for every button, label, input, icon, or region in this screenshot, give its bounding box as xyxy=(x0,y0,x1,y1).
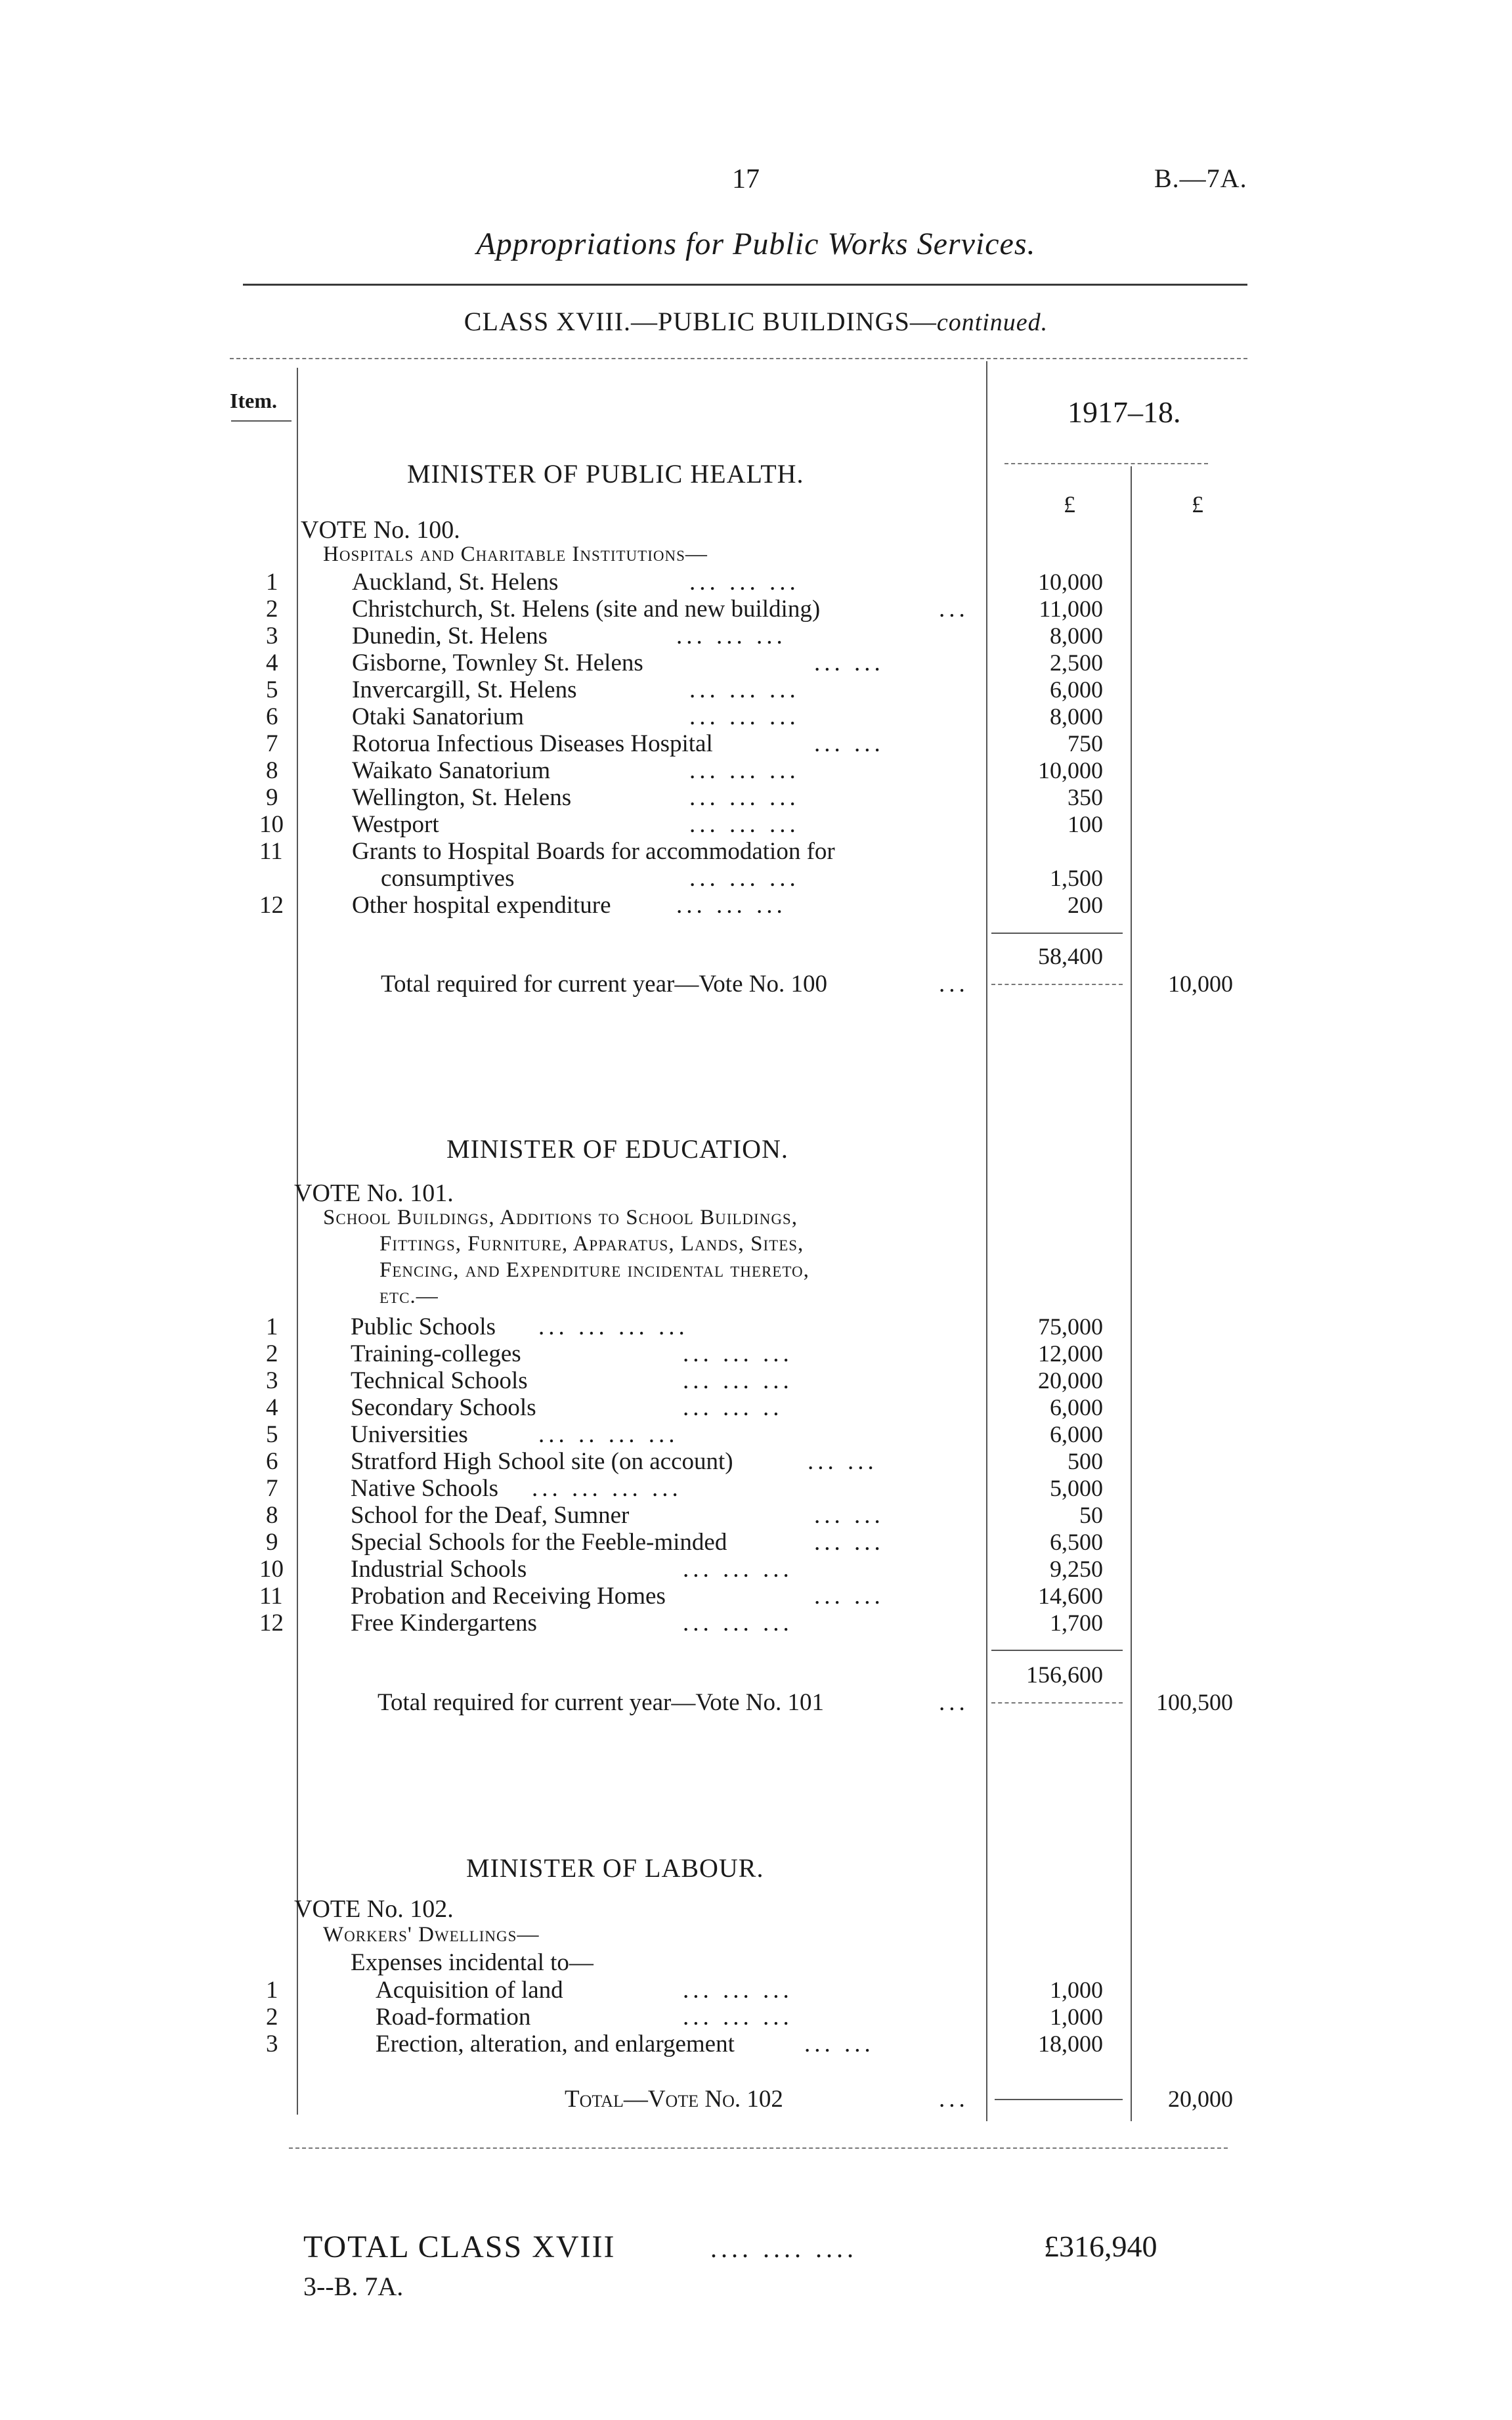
item-label: Otaki Sanatorium xyxy=(352,703,525,730)
item-label: Stratford High School site (on account) xyxy=(351,1448,733,1475)
vote-subtotal: 58,400 xyxy=(1038,943,1103,969)
item-label: Probation and Receiving Homes xyxy=(351,1583,666,1610)
item-label: Acquisition of land xyxy=(376,1977,563,2004)
section-end-rule xyxy=(289,2147,1228,2149)
item-amount: 20,000 xyxy=(1038,1367,1103,1394)
item-amount: 100 xyxy=(1068,811,1103,837)
item-number: 11 xyxy=(259,1583,283,1610)
leader-dots: ... xyxy=(939,971,969,998)
item-number: 11 xyxy=(259,838,283,865)
item-number: 2 xyxy=(266,1340,278,1367)
item-amount: 500 xyxy=(1068,1448,1103,1474)
leader-dots: ... ... xyxy=(814,1502,884,1529)
item-label: Native Schools xyxy=(351,1475,499,1502)
leader-dots: ... ... ... xyxy=(676,623,787,649)
item-number: 5 xyxy=(266,1421,278,1448)
item-amount: 1,000 xyxy=(1050,2004,1103,2030)
leader-dots: ... ... ... xyxy=(683,1977,793,2004)
item-number: 3 xyxy=(266,1367,278,1394)
item-label: Public Schools xyxy=(351,1313,496,1340)
item-number: 12 xyxy=(259,892,284,919)
item-amount: 10,000 xyxy=(1038,757,1103,783)
leader-dots: ... xyxy=(939,2086,969,2113)
currency-right-symbol: £ xyxy=(1192,491,1203,517)
item-number: 1 xyxy=(266,569,278,596)
item-label: Auckland, St. Helens xyxy=(352,569,559,596)
document-code: B.—7A. xyxy=(1154,164,1247,193)
leader-dots: ... ... ... xyxy=(676,892,787,919)
leader-dots: ... .. ... ... xyxy=(538,1421,679,1448)
grand-total-label: TOTAL CLASS XVIII xyxy=(303,2230,616,2264)
item-label: Westport xyxy=(352,811,439,838)
leader-dots: ... ... ... xyxy=(689,865,800,892)
vote-number: VOTE No. 100. xyxy=(301,516,460,544)
item-amount: 5,000 xyxy=(1050,1475,1103,1501)
leader-dots: ... ... xyxy=(814,730,884,757)
title-rule xyxy=(243,284,1247,286)
leader-dots: ... ... ... xyxy=(683,1556,793,1583)
item-number: 7 xyxy=(266,1475,278,1502)
vote-total-label: Total—Vote No. 102 xyxy=(565,2086,783,2113)
item-number: 12 xyxy=(259,1610,284,1637)
item-label: Special Schools for the Feeble-minded xyxy=(351,1529,727,1556)
item-amount: 1,700 xyxy=(1050,1610,1103,1636)
class-title-main: CLASS XVIII.—PUBLIC BUILDINGS— xyxy=(464,307,937,336)
section-minister-title: MINISTER OF LABOUR. xyxy=(466,1853,764,1883)
leader-dots: ... ... ... xyxy=(683,1340,793,1367)
class-rule xyxy=(230,358,1247,359)
vote-total: 20,000 xyxy=(1168,2086,1233,2112)
item-label: Other hospital expenditure xyxy=(352,892,611,919)
page-number: 17 xyxy=(732,164,760,194)
class-title xyxy=(0,309,1512,335)
footer-code: 3--B. 7A. xyxy=(303,2272,404,2301)
class-title-suffix: continued. xyxy=(936,309,1048,336)
item-label: Erection, alteration, and enlargement xyxy=(376,2031,735,2057)
item-amount: 750 xyxy=(1068,730,1103,757)
amount-column-divider-right xyxy=(1131,466,1132,2121)
item-label: Christchurch, St. Helens (site and new building) xyxy=(352,596,821,623)
leader-dots: ... xyxy=(939,596,969,623)
section-minister-title: MINISTER OF EDUCATION. xyxy=(446,1134,788,1164)
item-amount: 50 xyxy=(1079,1502,1103,1528)
leader-dots: ... ... ... xyxy=(689,676,800,703)
item-number: 8 xyxy=(266,1502,278,1529)
item-number: 2 xyxy=(266,596,278,623)
item-column-header: Item. xyxy=(230,389,277,412)
item-header-rule xyxy=(231,420,292,422)
item-number: 1 xyxy=(266,1313,278,1340)
total-rule xyxy=(991,1702,1123,1704)
vote-heading: Hospitals and Charitable Institutions— xyxy=(323,542,708,566)
item-amount: 1,500 xyxy=(1050,865,1103,891)
currency-left-symbol: £ xyxy=(1064,491,1075,517)
item-label: Dunedin, St. Helens xyxy=(352,623,548,649)
item-column-divider xyxy=(297,368,298,2115)
item-label: Free Kindergartens xyxy=(351,1610,537,1637)
vote-total-label: Total required for current year—Vote No. 100 xyxy=(381,971,827,998)
item-amount: 9,250 xyxy=(1050,1556,1103,1582)
section-minister-title: MINISTER OF PUBLIC HEALTH. xyxy=(407,459,804,489)
leader-dots: ... ... .. xyxy=(683,1394,783,1421)
vote-number: VOTE No. 102. xyxy=(294,1895,454,1923)
item-label: Invercargill, St. Helens xyxy=(352,676,577,703)
leader-dots: ... ... ... xyxy=(689,811,800,838)
item-number: 9 xyxy=(266,784,278,811)
item-label: School for the Deaf, Sumner xyxy=(351,1502,630,1529)
item-amount: 10,000 xyxy=(1038,569,1103,595)
leader-dots: ... ... ... xyxy=(689,703,800,730)
leader-dots: ... ... ... xyxy=(683,1367,793,1394)
item-number: 10 xyxy=(259,1556,284,1583)
year-column-header: 1917–18. xyxy=(1068,395,1181,429)
item-number: 10 xyxy=(259,811,284,838)
item-label: Technical Schools xyxy=(351,1367,528,1394)
vote-heading: Fittings, Furniture, Apparatus, Lands, Sites, xyxy=(379,1232,804,1256)
item-amount: 75,000 xyxy=(1038,1313,1103,1340)
item-number: 6 xyxy=(266,703,278,730)
item-number: 5 xyxy=(266,676,278,703)
total-rule xyxy=(995,2099,1123,2100)
item-amount: 2,500 xyxy=(1050,649,1103,676)
leader-dots: ... ... ... xyxy=(689,784,800,811)
subtotal-rule xyxy=(991,1650,1123,1651)
item-label: Rotorua Infectious Diseases Hospital xyxy=(352,730,713,757)
item-number: 9 xyxy=(266,1529,278,1556)
vote-total-label: Total required for current year—Vote No. 101 xyxy=(378,1689,824,1716)
item-label: Waikato Sanatorium xyxy=(352,757,551,784)
leader-dots: ... ... ... xyxy=(683,1610,793,1637)
grand-total-amount: £316,940 xyxy=(1044,2230,1157,2263)
leader-dots: ... ... ... xyxy=(689,569,800,596)
page-title: Appropriations for Public Works Services. xyxy=(476,227,1036,261)
item-amount: 6,000 xyxy=(1050,676,1103,703)
item-label: Gisborne, Townley St. Helens xyxy=(352,649,643,676)
vote-heading: School Buildings, Additions to School Buildings, xyxy=(323,1206,798,1229)
leader-dots: ... ... xyxy=(814,1583,884,1610)
item-amount: 6,000 xyxy=(1050,1394,1103,1420)
item-amount: 8,000 xyxy=(1050,703,1103,730)
item-label: Training-colleges xyxy=(351,1340,521,1367)
subtotal-rule xyxy=(991,933,1123,934)
item-number: 8 xyxy=(266,757,278,784)
item-amount: 8,000 xyxy=(1050,623,1103,649)
item-number: 6 xyxy=(266,1448,278,1475)
leader-dots: ... ... ... ... xyxy=(538,1313,689,1340)
item-label: Secondary Schools xyxy=(351,1394,536,1421)
item-amount: 6,500 xyxy=(1050,1529,1103,1555)
item-number: 1 xyxy=(266,1977,278,2004)
item-label: Universities xyxy=(351,1421,468,1448)
item-label: Wellington, St. Helens xyxy=(352,784,572,811)
leader-dots: .... .... .... xyxy=(710,2233,857,2263)
item-number: 3 xyxy=(266,2031,278,2057)
leader-dots: ... ... ... xyxy=(689,757,800,784)
year-header-rule xyxy=(1004,463,1208,464)
item-label: Grants to Hospital Boards for accommodation for xyxy=(352,838,835,865)
vote-total: 100,500 xyxy=(1156,1689,1233,1715)
vote-total: 10,000 xyxy=(1168,971,1233,997)
item-number: 3 xyxy=(266,623,278,649)
item-label-continued: consumptives xyxy=(381,865,515,892)
item-amount: 350 xyxy=(1068,784,1103,810)
amount-column-divider-left xyxy=(986,361,987,2121)
leader-dots: ... ... xyxy=(804,2031,875,2057)
leader-dots: ... xyxy=(939,1689,969,1716)
item-amount: 6,000 xyxy=(1050,1421,1103,1447)
item-amount: 11,000 xyxy=(1039,596,1103,622)
item-amount: 12,000 xyxy=(1038,1340,1103,1367)
leader-dots: ... ... ... ... xyxy=(532,1475,682,1502)
item-amount: 14,600 xyxy=(1038,1583,1103,1609)
leader-dots: ... ... xyxy=(814,649,884,676)
vote-heading: etc.— xyxy=(379,1285,439,1308)
item-number: 4 xyxy=(266,649,278,676)
leader-dots: ... ... ... xyxy=(683,2004,793,2031)
vote-number: VOTE No. 101. xyxy=(294,1179,454,1207)
item-label: Road-formation xyxy=(376,2004,531,2031)
item-amount: 18,000 xyxy=(1038,2031,1103,2057)
vote-subheading: Expenses incidental to— xyxy=(351,1949,594,1976)
leader-dots: ... ... xyxy=(808,1448,878,1475)
vote-heading: Workers' Dwellings— xyxy=(323,1923,540,1947)
item-label: Industrial Schools xyxy=(351,1556,527,1583)
vote-heading: Fencing, and Expenditure incidental thereto, xyxy=(379,1258,810,1282)
item-number: 7 xyxy=(266,730,278,757)
item-amount: 200 xyxy=(1068,892,1103,918)
item-number: 4 xyxy=(266,1394,278,1421)
vote-subtotal: 156,600 xyxy=(1026,1661,1103,1688)
total-rule xyxy=(991,984,1123,985)
leader-dots: ... ... xyxy=(814,1529,884,1556)
item-number: 2 xyxy=(266,2004,278,2031)
item-amount: 1,000 xyxy=(1050,1977,1103,2003)
